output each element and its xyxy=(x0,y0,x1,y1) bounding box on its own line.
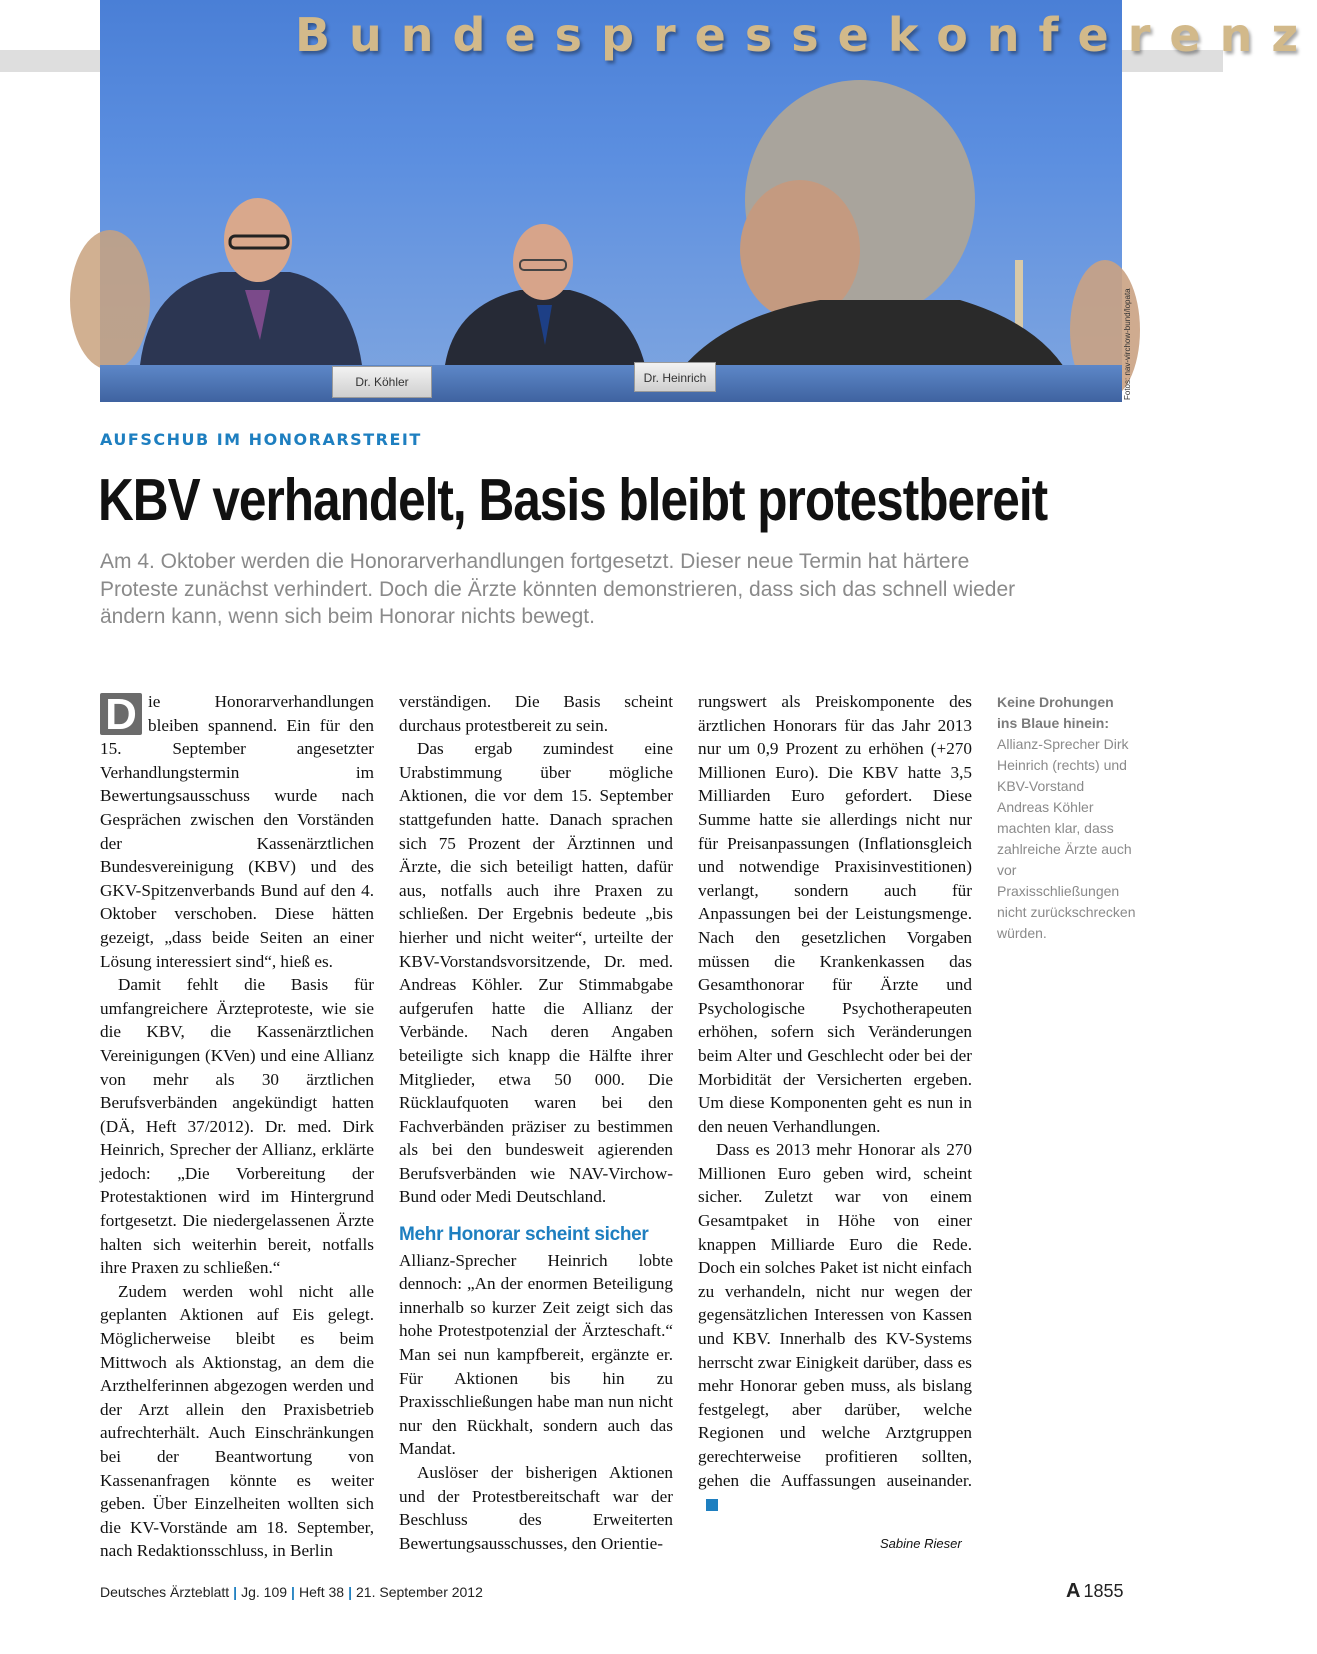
article-column-1 xyxy=(100,690,374,1563)
article-column-3 xyxy=(698,690,972,1516)
end-mark-icon xyxy=(706,1499,718,1511)
paragraph: verständigen. Die Basis scheint durchaus protestbereit zu sein. xyxy=(399,692,673,735)
photo-credit: Fotos: nav-virchow-bund/lopata xyxy=(1123,288,1132,400)
paragraph: Dass es 2013 mehr Honorar als 270 Millionen Euro geben wird, scheint sicher. Zuletzt war von einem Gesamtpaket in Höhe von einer knappen Milliarde Euro die Rede. Doch ein solches Paket ist nicht einfach zu verhandeln, nicht nur wegen der gegensätzlichen Interessen von Kassen und KBV. Innerhalb des KV-Systems herrscht zwar Einigkeit darüber, dass es mehr Honorar geben muss, als bislang festgelegt, aber darüber, welche Regionen und welche Arztgruppen gerechterweise profitieren sollten, gehen die Auffassungen auseinander. xyxy=(698,1140,972,1490)
drop-cap: D xyxy=(100,693,142,735)
photo-desk xyxy=(100,365,1122,402)
nameplate-heinrich: Dr. Heinrich xyxy=(634,362,716,392)
paragraph: Allianz-Sprecher Heinrich lobte dennoch: „An der enormen Beteiligung innerhalb so kurzer Zeit zeigt sich das hohe Protestpotenzial der Ärzteschaft.“ Man sei nun kampfbereit, ergänzte er. Für Aktionen bis hin zu Praxisschließungen habe man nun nicht nur den Rückhalt, sondern auch das Mandat. xyxy=(399,1250,673,1459)
footer-citation: Deutsches Ärzteblatt | Jg. 109 | Heft 38 | 21. September 2012 xyxy=(100,1584,483,1600)
caption-text: Allianz-Sprecher Dirk Heinrich (rechts) und KBV-Vorstand Andreas Köhler machten klar, dass zahlreiche Ärzte auch vor Praxisschließungen nicht zurückschrecken würden. xyxy=(997,736,1136,941)
paragraph: rungswert als Preiskomponente des ärztlichen Honorars für das Jahr 2013 nur um 0,9 Prozent zu erhöhen (+270 Millionen Euro). Die KBV hatte 3,5 Milliarden Euro gefordert. Diese Summe hatte sie allerdings nicht nur für Preisanpassungen (Inflationsgleich und notwendige Praxisinvestitionen) verlangt, sondern auch für Anpassungen bei der Leistungsmenge. Nach den gesetzlichen Vorgaben müssen die Krankenkassen das Gesamthonorar für Ärzte und Psychologische Psychotherapeuten erhöhen, sofern sich Veränderungen beim Alter und Geschlecht oder bei der Morbidität der Versicherten ergeben. Um diese Komponenten geht es nun in den neuen Verhandlungen. xyxy=(698,692,972,1136)
paragraph: Auslöser der bisherigen Aktionen und der Protestbereitschaft war der Beschluss des Erweiterten Bewertungsausschusses, den Orientie- xyxy=(399,1463,673,1553)
paragraph: Zudem werden wohl nicht alle geplanten Aktionen auf Eis gelegt. Möglicherweise bleibt es beim Mittwoch als Aktionstag, an dem die Arzthelferinnen abgezogen werden und der Arzt allein den Praxisbetrieb aufrechterhält. Auch Einschränkungen bei der Beantwortung von Kassenanfragen könnte es weiter geben. Über Einzelheiten wollten sich die KV-Vorstände am 18. September, nach Redaktionsschluss, in Berlin xyxy=(100,1281,374,1561)
volume: Jg. 109 xyxy=(241,1584,288,1600)
paragraph: Das ergab zumindest eine Urabstimmung über mögliche Aktionen, die vor dem 15. September stattgefunden hatte. Danach sprachen sich 75 Prozent der Ärztinnen und Ärzte, die sich beteiligt hatten, dafür aus, notfalls auch ihre Praxen zu schließen. Der Ergebnis bedeute „bis hierher und nicht weiter“, urteilte der KBV-Vorstandsvorsitzende, Dr. med. Andreas Köhler. Zur Stimmabgabe aufgerufen hatte die Allianz der Verbände. Nach deren Angaben beteiligte sich knapp die Hälfte ihrer Mitglieder, etwa 50 000. Die Rücklaufquoten waren bei den Fachverbänden präziser zu bestimmen als bei den bundesweit agierenden Berufsverbänden wie NAV-Virchow-Bund oder Medi Deutschland. xyxy=(399,739,673,1207)
paragraph: ie Honorarverhandlungen bleiben spannend. Ein für den 15. September angesetzter Verhandlungstermin im Bewertungsausschuss wurde nach Gesprächen zwischen den Vorständen der Kassenärztlichen Bundesvereinigung (KBV) und des GKV-Spitzenverbands Bund auf den 4. Oktober verschoben. Diese hätten gezeigt, „dass beide Seiten an einer Lösung interessiert sind“, hieß es. xyxy=(100,692,374,971)
journal-name: Deutsches Ärzteblatt xyxy=(100,1584,230,1600)
page-number xyxy=(1066,1580,1124,1603)
article-kicker: AUFSCHUB IM HONORARSTREIT xyxy=(100,430,422,449)
issue-date: 21. September 2012 xyxy=(356,1584,483,1600)
photo-caption xyxy=(997,692,1137,944)
article-column-2 xyxy=(399,690,673,1555)
author-name: Sabine Rieser xyxy=(880,1536,962,1551)
photo-banner-text: Bundespressekonferenz xyxy=(295,8,1317,62)
section-subhead: Mehr Honorar scheint sicher xyxy=(399,1224,649,1246)
caption-title: Keine Drohungen ins Blaue hinein: xyxy=(997,694,1114,731)
nameplate-koehler: Dr. Köhler xyxy=(332,366,432,398)
photo-scene xyxy=(100,0,1122,402)
issue: Heft 38 xyxy=(298,1584,345,1600)
paragraph: Damit fehlt die Basis für umfangreichere Ärzteproteste, wie sie die KBV, die Kassenärztlichen Vereinigungen (KVen) und eine Allianz von mehr als 30 ärztlichen Berufsverbänden angekündigt hatten (DÄ, Heft 37/2012). Dr. med. Dirk Heinrich, Sprecher der Allianz, erklärte jedoch: „Die Vorbereitung der Protestaktionen wird im Hintergrund fortgesetzt. Die niedergelassenen Ärzte halten sich weiterhin bereit, notfalls ihre Praxen zu schließen.“ xyxy=(100,975,374,1278)
page-number-value: 1855 xyxy=(1083,1581,1124,1601)
page-prefix: A xyxy=(1066,1580,1081,1602)
article-lead: Am 4. Oktober werden die Honorarverhandlungen fortgesetzt. Dieser neue Termin hat härtere Proteste zunächst verhindert. Doch die Ärzte könnten demonstrieren, dass sich das schnell wieder ändern kann, wenn sich beim Honorar nichts bewegt. xyxy=(100,550,1016,628)
article-headline: KBV verhandelt, Basis bleibt protestbereit xyxy=(98,467,1048,533)
